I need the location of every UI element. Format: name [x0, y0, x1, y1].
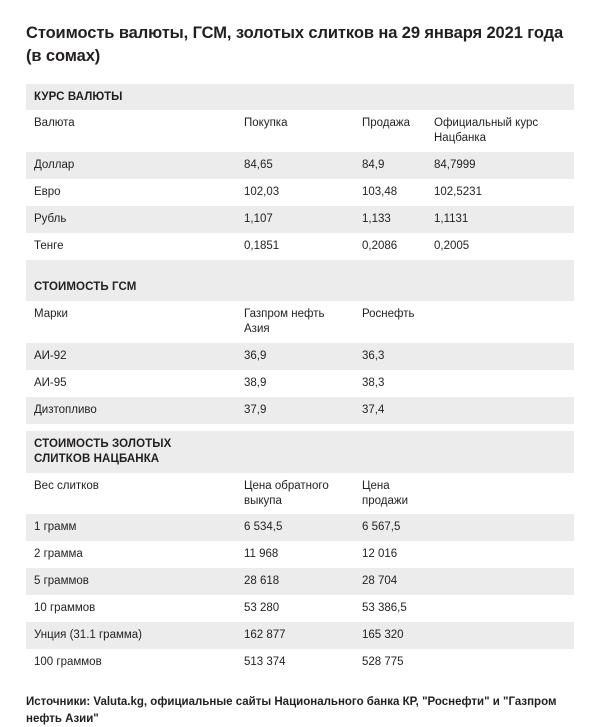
row-value: 38,9 [236, 370, 354, 397]
row-value: 513 374 [236, 649, 354, 676]
section-title-gold: СТОИМОСТЬ ЗОЛОТЫХ СЛИТКОВ НАЦБАНКА [26, 431, 236, 473]
cell-empty [236, 431, 354, 473]
section-header-currency [26, 84, 574, 111]
table-row [26, 179, 574, 206]
row-value: 53 280 [236, 595, 354, 622]
column-header: Марки [26, 301, 236, 343]
row-label: Рубль [26, 206, 236, 233]
row-value: 37,9 [236, 397, 354, 424]
column-header: Официальный курс Нацбанка [426, 110, 574, 152]
cell-empty [236, 84, 354, 111]
row-label: 5 граммов [26, 568, 236, 595]
row-value: 1,133 [354, 206, 426, 233]
column-header: Газпром нефть Азия [236, 301, 354, 343]
table-row [26, 595, 574, 622]
section-divider [26, 260, 574, 274]
row-value: 84,7999 [426, 152, 574, 179]
row-value [426, 595, 574, 622]
row-value: 37,4 [354, 397, 426, 424]
row-value [426, 622, 574, 649]
cell-empty [354, 84, 426, 111]
column-headers-fuel [26, 301, 574, 343]
row-value: 1,107 [236, 206, 354, 233]
cell-empty [354, 431, 426, 473]
row-label: АИ-92 [26, 343, 236, 370]
column-headers-currency [26, 110, 574, 152]
row-value [426, 649, 574, 676]
row-value: 11 968 [236, 541, 354, 568]
column-header: Вес слитков [26, 473, 236, 515]
row-value: 36,9 [236, 343, 354, 370]
row-value: 36,3 [354, 343, 426, 370]
table-row [26, 370, 574, 397]
section-header-gold [26, 431, 574, 473]
row-value: 53 386,5 [354, 595, 426, 622]
row-value: 528 775 [354, 649, 426, 676]
row-value: 84,9 [354, 152, 426, 179]
row-value [426, 541, 574, 568]
row-value: 6 567,5 [354, 514, 426, 541]
row-value: 28 618 [236, 568, 354, 595]
row-label: 100 граммов [26, 649, 236, 676]
column-header: Цена продажи [354, 473, 426, 515]
row-value: 28 704 [354, 568, 426, 595]
column-header: Продажа [354, 110, 426, 152]
row-value [426, 397, 574, 424]
row-label: Евро [26, 179, 236, 206]
row-value [426, 568, 574, 595]
section-divider [26, 424, 574, 431]
table-row [26, 397, 574, 424]
row-value: 102,03 [236, 179, 354, 206]
table-row [26, 541, 574, 568]
row-value: 1,1131 [426, 206, 574, 233]
column-header: Роснефть [354, 301, 426, 343]
rates-table [26, 84, 574, 677]
table-row [26, 622, 574, 649]
row-value: 0,2086 [354, 233, 426, 260]
cell-empty [426, 431, 574, 473]
row-value [426, 514, 574, 541]
cell-empty [354, 274, 426, 301]
row-value: 102,5231 [426, 179, 574, 206]
page-title: Стоимость валюты, ГСМ, золотых слитков на 29 января 2021 года (в сомах) [26, 24, 564, 65]
column-header: Покупка [236, 110, 354, 152]
cell-empty [426, 84, 574, 111]
row-value [426, 370, 574, 397]
section-title-currency: КУРС ВАЛЮТЫ [26, 84, 236, 111]
section-header-fuel [26, 274, 574, 301]
cell-empty [426, 274, 574, 301]
column-header: Цена обратного выкупа [236, 473, 354, 515]
row-value: 103,48 [354, 179, 426, 206]
row-value: 0,2005 [426, 233, 574, 260]
row-value: 38,3 [354, 370, 426, 397]
row-value: 162 877 [236, 622, 354, 649]
row-label: Дизтопливо [26, 397, 236, 424]
table-row [26, 206, 574, 233]
row-value: 165 320 [354, 622, 426, 649]
table-row [26, 343, 574, 370]
row-label: 10 граммов [26, 595, 236, 622]
table-row [26, 649, 574, 676]
row-value: 0,1851 [236, 233, 354, 260]
row-label: АИ-95 [26, 370, 236, 397]
sources-note: Источники: Valuta.kg, официальные сайты Национального банка КР, "Роснефти" и "Газпром нефть Азии" [26, 696, 557, 725]
cell-empty [236, 274, 354, 301]
table-row [26, 568, 574, 595]
row-value: 12 016 [354, 541, 426, 568]
row-label: 1 грамм [26, 514, 236, 541]
row-value: 6 534,5 [236, 514, 354, 541]
table-row [26, 233, 574, 260]
row-label: Доллар [26, 152, 236, 179]
column-header [426, 473, 574, 515]
row-value [426, 343, 574, 370]
section-title-fuel: СТОИМОСТЬ ГСМ [26, 274, 236, 301]
row-value: 84,65 [236, 152, 354, 179]
column-headers-gold [26, 473, 574, 515]
column-header [426, 301, 574, 343]
column-header: Валюта [26, 110, 236, 152]
row-label: Тенге [26, 233, 236, 260]
row-label: Унция (31.1 грамма) [26, 622, 236, 649]
table-row [26, 152, 574, 179]
table-row [26, 514, 574, 541]
row-label: 2 грамма [26, 541, 236, 568]
